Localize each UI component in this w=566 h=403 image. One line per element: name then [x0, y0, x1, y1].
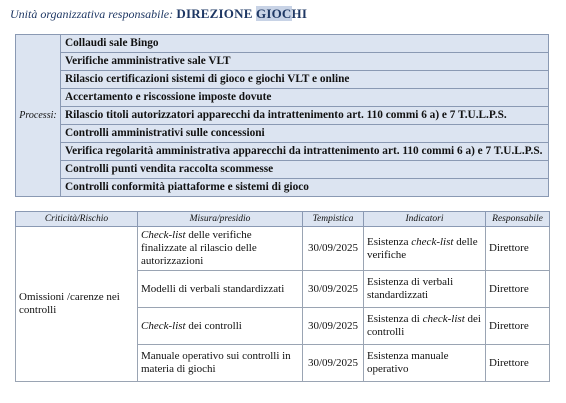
indicatori-cell [364, 345, 486, 382]
process-row [16, 89, 549, 107]
process-item: Rilascio titoli autorizzatori apparecchi da intrattenimento art. 110 commi 6 a) e 7 T.U.L.P.S. [61, 107, 549, 125]
indicatori-cell-text: dei controlli [367, 313, 481, 338]
indicatori-cell-text: Esistenza di verbali standardizzati [367, 276, 454, 301]
misura-cell-text: Check-list [141, 319, 186, 332]
process-item: Accertamento e riscossione imposte dovute [61, 89, 549, 107]
indicatori-cell [364, 308, 486, 345]
unit-label: Unità organizzativa responsabile: [10, 7, 174, 21]
process-item: Rilascio certificazioni sistemi di gioco e giochi VLT e online [61, 71, 549, 89]
tempistica-cell: 30/09/2025 [303, 227, 364, 271]
indicatori-cell [364, 227, 486, 271]
process-item: Controlli conformità piattaforme e sistemi di gioco [61, 179, 549, 197]
process-row [16, 71, 549, 89]
risk-measures-table [15, 211, 550, 382]
unit-name-part: HI [291, 6, 308, 21]
process-item: Verifiche amministrative sale VLT [61, 53, 549, 71]
process-item: Verifica regolarità amministrativa apparecchi da intrattenimento art. 110 commi 6 a) e 7 T.U.L.P.S. [61, 143, 549, 161]
misura-cell-text: delle verifiche finalizzate al rilascio delle autorizzazioni [141, 229, 257, 267]
responsabile-cell: Direttore [486, 227, 550, 271]
indicatori-cell-text: Esistenza di [367, 313, 423, 325]
header-criticita: Criticità/Rischio [16, 212, 138, 227]
process-row [16, 125, 549, 143]
misura-cell-text: dei controlli [185, 319, 242, 332]
process-row [16, 143, 549, 161]
indicatori-cell-text: check-list [422, 313, 465, 325]
tempistica-cell: 30/09/2025 [303, 271, 364, 308]
header-responsabile: Responsabile [486, 212, 550, 227]
responsabile-cell: Direttore [486, 308, 550, 345]
table-header-row [16, 212, 550, 227]
misura-cell-text: Modelli di verbali standardizzati [141, 282, 285, 295]
process-row [16, 179, 549, 197]
indicatori-cell-text: Esistenza [367, 235, 412, 248]
unit-header [10, 6, 307, 22]
tempistica-cell: 30/09/2025 [303, 308, 364, 345]
misura-cell-text: Check-list [141, 229, 186, 241]
header-indicatori: Indicatori [364, 212, 486, 227]
process-item: Controlli amministrativi sulle concessioni [61, 125, 549, 143]
indicatori-cell-text: Esistenza manuale operativo [367, 350, 449, 375]
misura-cell [138, 308, 303, 345]
header-tempistica: Tempistica [303, 212, 364, 227]
misura-cell [138, 227, 303, 271]
unit-name-part: DIREZIONE [176, 6, 257, 21]
misura-cell [138, 271, 303, 308]
misura-cell-text: Manuale operativo sui controlli in materia di giochi [141, 350, 291, 375]
process-item: Collaudi sale Bingo [61, 35, 549, 53]
risk-cell: Omissioni /carenze nei controlli [16, 227, 138, 382]
process-row [16, 161, 549, 179]
table-row [16, 227, 550, 271]
indicatori-cell-text: check-list [411, 235, 454, 248]
tempistica-cell: 30/09/2025 [303, 345, 364, 382]
process-row [16, 107, 549, 125]
indicatori-cell [364, 271, 486, 308]
process-row [16, 35, 549, 53]
process-item: Controlli punti vendita raccolta scommesse [61, 161, 549, 179]
processes-table [15, 34, 549, 197]
responsabile-cell: Direttore [486, 345, 550, 382]
misura-cell [138, 345, 303, 382]
indicatori-cell-text: delle verifiche [367, 235, 478, 261]
unit-name-highlight: GIOC [256, 6, 292, 21]
unit-name [176, 6, 307, 21]
process-row [16, 53, 549, 71]
processes-label: Processi: [16, 35, 61, 197]
header-misura: Misura/presidio [138, 212, 303, 227]
responsabile-cell: Direttore [486, 271, 550, 308]
